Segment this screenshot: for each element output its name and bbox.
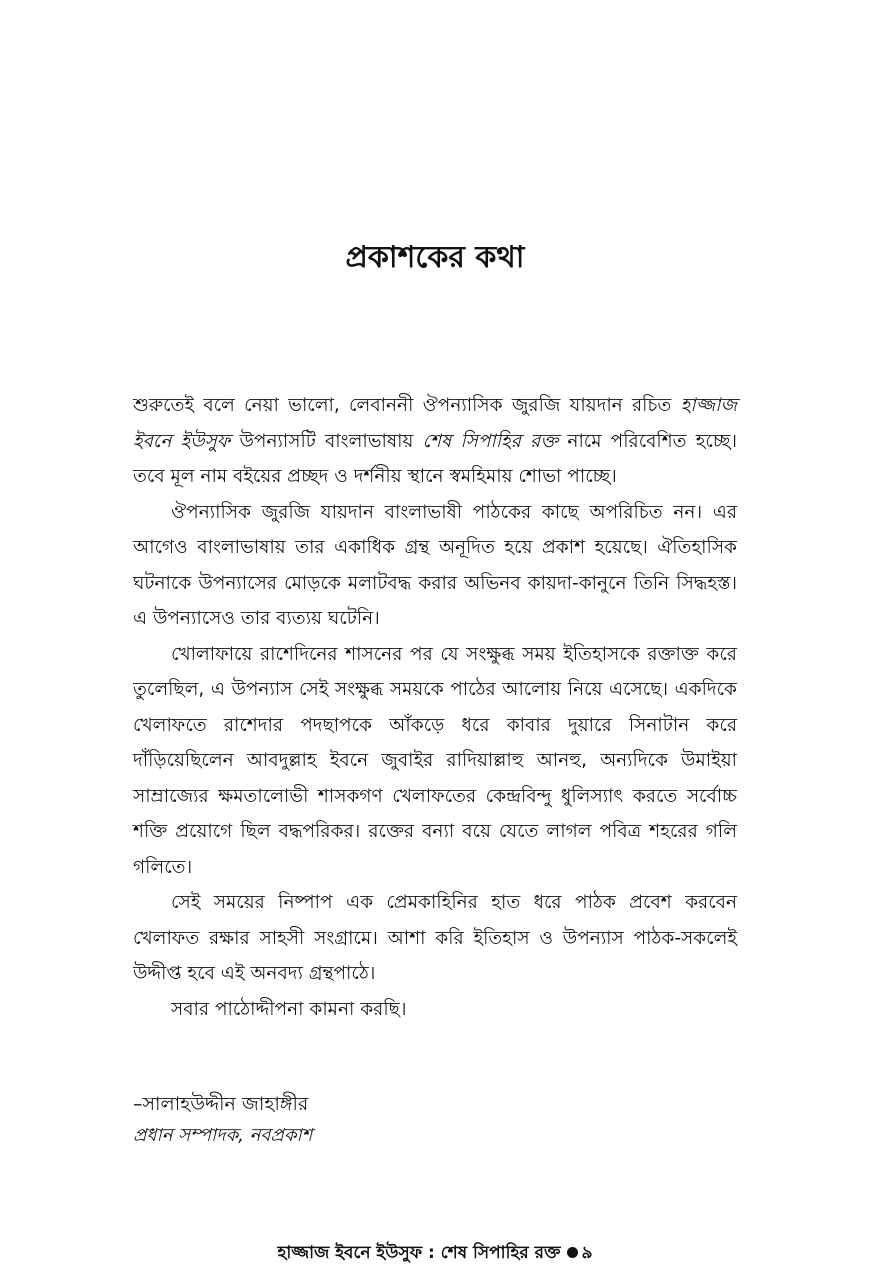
- signature-block: [133, 1088, 633, 1152]
- page-title: প্রকাশকের কথা: [345, 240, 525, 275]
- paragraph-5: সবার পাঠোদ্দীপনা কামনা করছি।: [171, 998, 407, 1020]
- bangla-title: শেষ সিপাহির রক্ত: [422, 430, 559, 452]
- paragraph-4: সেই সময়ের নিষ্পাপ এক প্রেমকাহিনির হাত ধরে পাঠক প্রবেশ করবেন খেলাফত রক্ষার সাহসী সংগ্রামে। আশা করি ইতিহাস ও উপন্যাস পাঠক-সকলেই উদ্দীপ্ত হবে এই অনবদ্য গ্রন্থপাঠে।: [133, 892, 737, 984]
- body-text: [133, 388, 737, 1027]
- bullet-icon: [567, 1247, 578, 1258]
- paragraph-1-text-c: নামে পরিবেশিত হচ্ছে। তবে মূল নাম বইয়ের প্রচ্ছদ ও দর্শনীয় স্থানে স্বমহিমায় শোভা পাচ্ছে।: [133, 430, 737, 487]
- page-footer: [0, 1240, 870, 1266]
- signature-name: –সালাহউদ্দীন জাহাঙ্গীর: [133, 1093, 309, 1115]
- paragraph-1: [133, 388, 737, 495]
- paragraph-2: ঔপন্যাসিক জুরজি যায়দান বাংলাভাষী পাঠকের কাছে অপরিচিত নন। এর আগেও বাংলাভাষায় তার একাধিক গ্রন্থ অনূদিত হয়ে প্রকাশ হয়েছে। ঐতিহাসিক ঘটনাকে উপন্যাসের মোড়কে মলাটবদ্ধ করার অভিনব কায়দা-কানুনে তিনি সিদ্ধহস্ত। এ উপন্যাসেও তার ব্যত্যয় ঘটেনি।: [133, 501, 737, 629]
- running-title: হাজ্জাজ ইবনে ইউসুফ : শেষ সিপাহির রক্ত: [277, 1243, 561, 1263]
- page-number: ৯: [581, 1243, 593, 1263]
- paragraph-1-text-a: শুরুতেই বলে নেয়া ভালো, লেবাননী ঔপন্যাসিক জুরজি যায়দান রচিত: [133, 395, 681, 416]
- signature-role: প্রধান সম্পাদক, নবপ্রকাশ: [133, 1125, 313, 1146]
- original-title: হাজ্জাজ ইবনে ইউসুফ: [133, 395, 737, 452]
- paragraph-3: খোলাফায়ে রাশেদিনের শাসনের পর যে সংক্ষুব্ধ সময় ইতিহাসকে রক্তাক্ত করে তুলেছিল, এ উপন্যাস সেই সংক্ষুব্ধ সময়কে পাঠের আলোয় নিয়ে এসেছে। একদিকে খেলাফতে রাশেদার পদছাপকে আঁকড়ে ধরে কাবার দুয়ারে সিনাটান করে দাঁড়িয়েছিলেন আবদুল্লাহ ইবনে জুবাইর রাদিয়াল্লাহু আনহু, অন্যদিকে উমাইয়া সাম্রাজ্যের ক্ষমতালোভী শাসকগণ খেলাফতের কেন্দ্রবিন্দু ধুলিস্যাৎ করতে সর্বোচ্চ শক্তি প্রয়োগে ছিল বদ্ধপরিকর। রক্তের বন্যা বয়ে যেতে লাগল পবিত্র শহরের গলি গলিতে।: [133, 643, 737, 878]
- paragraph-1-text-b: উপন্যাসটি বাংলাভাষায়: [230, 430, 423, 452]
